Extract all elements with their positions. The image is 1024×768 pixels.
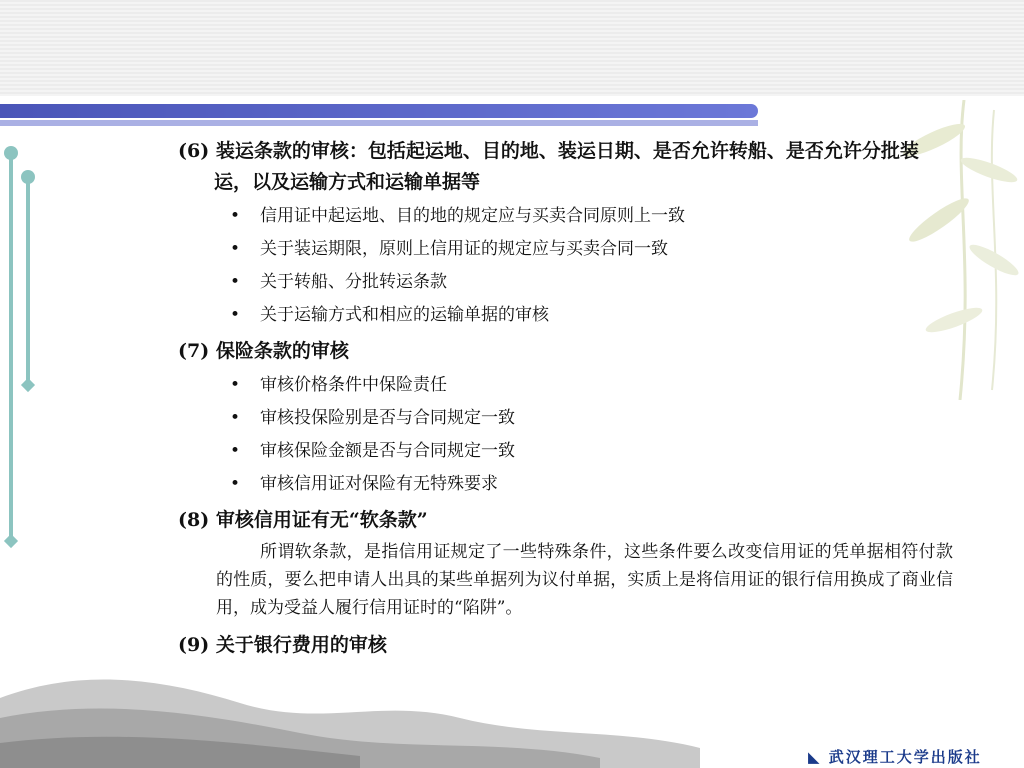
- left-deco-diamond-1: [4, 534, 18, 548]
- section-6-heading: (6) 装运条款的审核：包括起运地、目的地、装运日期、是否允许转船、是否允许分批装运，以及运输方式和运输单据等: [178, 140, 919, 193]
- header-rule-light: [0, 120, 758, 126]
- left-deco-line-2: [26, 176, 30, 386]
- left-deco-line-1: [9, 150, 13, 545]
- bullet-icon: •: [230, 474, 241, 494]
- bullet-icon: •: [230, 272, 241, 292]
- publisher-icon: ◣: [808, 748, 822, 766]
- list-item: • 信用证中起运地、目的地的规定应与买卖合同原则上一致: [178, 200, 953, 233]
- list-item: • 审核信用证对保险有无特殊要求: [178, 468, 953, 501]
- list-item: • 关于转船、分批转运条款: [178, 266, 953, 299]
- list-item: • 审核保险金额是否与合同规定一致: [178, 435, 953, 468]
- bullet-icon: •: [230, 206, 241, 226]
- bullet-icon: •: [230, 441, 241, 461]
- section-9-heading: (9) 关于银行费用的审核: [178, 634, 387, 656]
- header-band: [0, 0, 1024, 96]
- publisher-name: 武汉理工大学出版社: [828, 748, 982, 766]
- list-item: • 关于装运期限，原则上信用证的规定应与买卖合同一致: [178, 233, 953, 266]
- publisher-logo: [808, 746, 982, 767]
- section-6-list: [178, 200, 953, 332]
- section-8-paragraph: 所谓软条款，是指信用证规定了一些特殊条件，这些条件要么改变信用证的凭单据相符付款的性质，要么把申请人出具的某些单据列为议付单据，实质上是将信用证的银行信用换成了商业信用，成为受益人履行信用证时的“陷阱”。: [216, 542, 953, 618]
- list-item: • 关于运输方式和相应的运输单据的审核: [178, 299, 953, 332]
- bullet-icon: •: [230, 239, 241, 259]
- section-7-heading: (7) 保险条款的审核: [178, 340, 349, 362]
- left-deco-diamond-2: [21, 378, 35, 392]
- slide-content: [178, 136, 953, 661]
- bullet-icon: •: [230, 375, 241, 395]
- header-rule: [0, 104, 758, 118]
- left-deco-dot-1: [4, 146, 18, 160]
- left-deco-dot-2: [21, 170, 35, 184]
- section-8-heading: (8) 审核信用证有无“软条款”: [178, 509, 428, 531]
- bullet-icon: •: [230, 408, 241, 428]
- list-item: • 审核投保险别是否与合同规定一致: [178, 402, 953, 435]
- bullet-icon: •: [230, 305, 241, 325]
- list-item: • 审核价格条件中保险责任: [178, 369, 953, 402]
- section-7-list: [178, 369, 953, 501]
